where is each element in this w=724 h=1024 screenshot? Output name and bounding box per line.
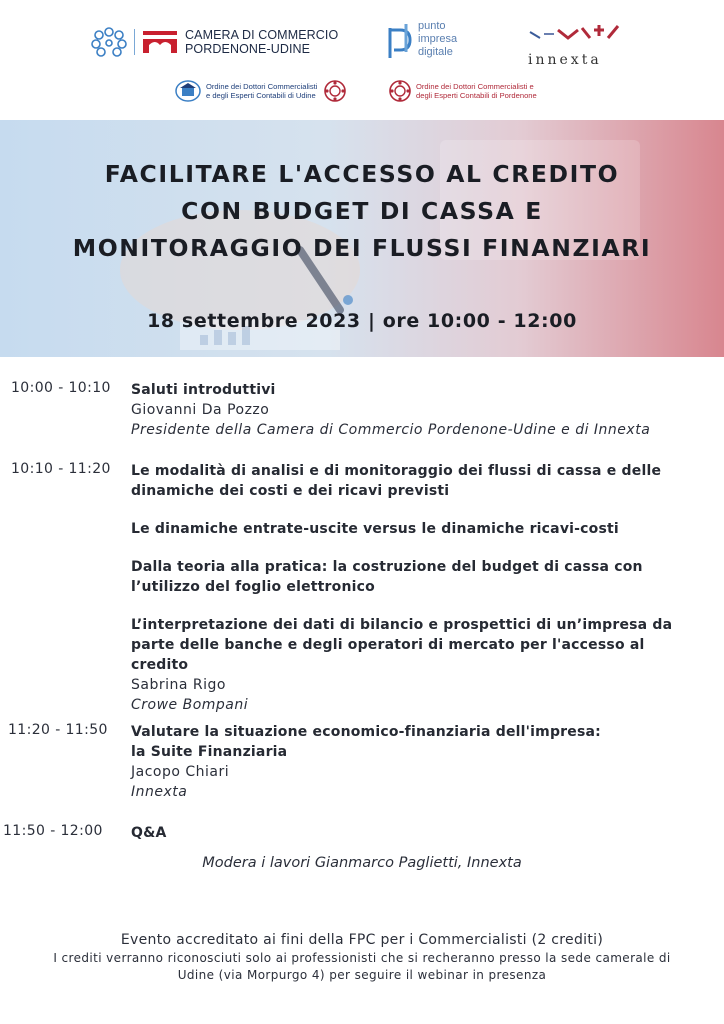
credits-note bbox=[0, 950, 724, 984]
accreditation-note: Evento accreditato ai fini della FPC per i Commercialisti (2 crediti) bbox=[120, 932, 604, 948]
event-title bbox=[0, 156, 724, 267]
credits-note-line2: Udine (via Morpurgo 4) per seguire il webinar in presenza bbox=[177, 968, 547, 982]
commercialisti-emblem-icon bbox=[388, 79, 412, 103]
bridge-icon bbox=[141, 29, 179, 55]
chamber-name bbox=[185, 28, 338, 56]
partner-logos bbox=[0, 0, 724, 120]
session-details bbox=[131, 461, 701, 715]
session-title: Saluti introduttivi bbox=[131, 382, 276, 398]
pid-text bbox=[418, 20, 457, 59]
session-speaker-role: Presidente della Camera di Commercio Pordenone-Udine e di Innexta bbox=[131, 422, 651, 438]
innexta-wordmark: innexta bbox=[528, 52, 602, 68]
session-topic-1-line2: dinamiche dei costi e dei ricavi previsti bbox=[131, 483, 450, 499]
chamber-name-line2: PORDENONE-UDINE bbox=[185, 42, 311, 56]
pid-line2: impresa bbox=[418, 33, 458, 45]
odcec-pordenone-logo bbox=[388, 79, 537, 103]
session-speaker-org: Crowe Bompani bbox=[131, 697, 249, 713]
pid-line3: digitale bbox=[418, 46, 453, 58]
event-title-line3: MONITORAGGIO DEI FLUSSI FINANZIARI bbox=[72, 234, 652, 262]
dots-cluster-icon bbox=[90, 26, 128, 58]
session-title: Q&A bbox=[131, 825, 167, 841]
chamber-name-line1: CAMERA DI COMMERCIO bbox=[185, 28, 339, 42]
odcec-pordenone-text bbox=[416, 82, 537, 100]
session-time: 11:20 - 11:50 bbox=[8, 722, 108, 738]
session-topic-2: Le dinamiche entrate-uscite versus le dinamiche ricavi-costi bbox=[131, 521, 619, 537]
session-details bbox=[131, 380, 701, 440]
session-title-line2: la Suite Finanziaria bbox=[131, 744, 288, 760]
pid-line1: punto bbox=[418, 20, 446, 32]
odcec-udine-emblem-icon bbox=[174, 79, 202, 103]
session-speaker-org: Innexta bbox=[131, 784, 188, 800]
odcec-udine-line2: e degli Esperti Contabili di Udine bbox=[206, 91, 316, 100]
odcec-udine-logo bbox=[174, 79, 347, 103]
event-date: 18 settembre 2023 | ore 10:00 - 12:00 bbox=[147, 310, 577, 332]
session-time: 10:00 - 10:10 bbox=[11, 380, 111, 396]
odcec-pordenone-line2: degli Esperti Contabili di Pordenone bbox=[416, 91, 537, 100]
session-speaker: Jacopo Chiari bbox=[131, 764, 230, 780]
hero-banner bbox=[0, 120, 724, 357]
credits-note-line1: I crediti verranno riconosciuti solo ai professionisti che si recheranno presso la sede camerale di bbox=[53, 951, 671, 965]
innexta-mark-icon bbox=[524, 22, 624, 52]
chamber-of-commerce-logo bbox=[90, 26, 338, 58]
event-title-line2: CON BUDGET DI CASSA E bbox=[181, 197, 543, 225]
odcec-pordenone-line1: Ordine dei Dottori Commercialisti e bbox=[416, 82, 534, 91]
innexta-logo bbox=[524, 20, 624, 68]
punto-impresa-digitale-logo bbox=[386, 20, 457, 62]
session-speaker: Sabrina Rigo bbox=[131, 677, 226, 693]
session-topic-4-line2: parte delle banche e degli operatori di mercato per l'accesso al credito bbox=[131, 637, 645, 673]
session-details bbox=[131, 823, 701, 843]
session-title-line1: Valutare la situazione economico-finanziaria dell'impresa: bbox=[131, 724, 601, 740]
logo-divider bbox=[134, 29, 135, 55]
session-time: 11:50 - 12:00 bbox=[3, 823, 103, 839]
event-title-line1: FACILITARE L'ACCESSO AL CREDITO bbox=[104, 160, 620, 188]
session-topic-1-line1: Le modalità di analisi e di monitoraggio dei flussi di cassa e delle bbox=[131, 463, 662, 479]
odcec-udine-text bbox=[206, 82, 317, 100]
moderator-note: Modera i lavori Gianmarco Paglietti, Innexta bbox=[202, 855, 522, 871]
session-speaker: Giovanni Da Pozzo bbox=[131, 402, 270, 418]
session-topic-4-line1: L’interpretazione dei dati di bilancio e prospettici di un’impresa da bbox=[131, 617, 673, 633]
session-topic-3-line2: l’utilizzo del foglio elettronico bbox=[131, 579, 375, 595]
pid-mark-icon bbox=[386, 20, 414, 62]
odcec-udine-line1: Ordine dei Dottori Commercialisti bbox=[206, 82, 318, 91]
commercialisti-emblem-icon bbox=[323, 79, 347, 103]
session-details bbox=[131, 722, 701, 802]
session-topic-3-line1: Dalla teoria alla pratica: la costruzione del budget di cassa con bbox=[131, 559, 643, 575]
session-time: 10:10 - 11:20 bbox=[11, 461, 111, 477]
